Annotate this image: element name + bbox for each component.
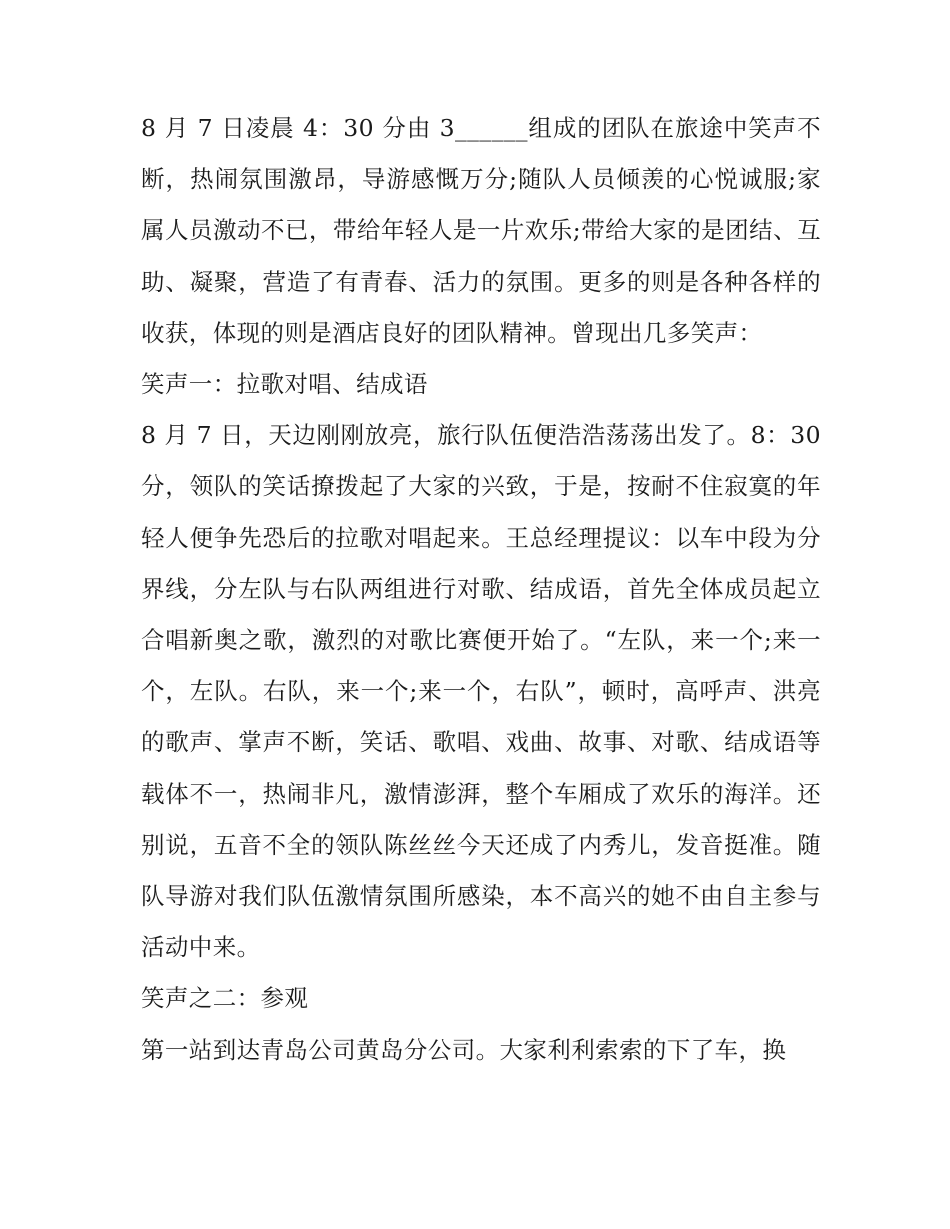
document-body [141,103,821,1076]
section-heading-laughter-one: 笑声一：拉歌对唱、结成语 [141,370,428,399]
paragraph-first-stop: 第一站到达青岛公司黄岛分公司。大家利利索索的下了车，换 [141,1035,787,1064]
section-heading-laughter-two: 笑声之二：参观 [141,984,309,1013]
paragraph-intro: 8 月 7 日凌晨 4：30 分由 3______组成的团队在旅途中笑声不断，热闹氛围激昂，导游感慨万分;随队人员倾羡的心悦诚服;家属人员激动不已，带给年轻人是一片欢乐;带给大家的是团结、互助、凝聚，营造了有青春、活力的氛围。更多的则是各种各样的收获，体现的则是酒店良好的团队精神。曾现出几多笑声： [141,114,821,347]
paragraph-singing-contest: 8 月 7 日，天边刚刚放亮，旅行队伍便浩浩荡荡出发了。8：30 分，领队的笑话撩拨起了大家的兴致，于是，按耐不住寂寞的年轻人便争先恐后的拉歌对唱起来。王总经理提议：以车中段为分界线，分左队与右队两组进行对歌、结成语，首先全体成员起立合唱新奥之歌，激烈的对歌比赛便开始了。“左队，来一个;来一个，左队。右队，来一个;来一个，右队”，顿时，高呼声、洪亮的歌声、掌声不断，笑话、歌唱、戏曲、故事、对歌、结成语等载体不一，热闹非凡，激情澎湃，整个车厢成了欢乐的海洋。还别说，五音不全的领队陈丝丝今天还成了内秀儿，发音挺准。随队导游对我们队伍激情氛围所感染，本不高兴的她不由自主参与活动中来。 [141,421,821,962]
